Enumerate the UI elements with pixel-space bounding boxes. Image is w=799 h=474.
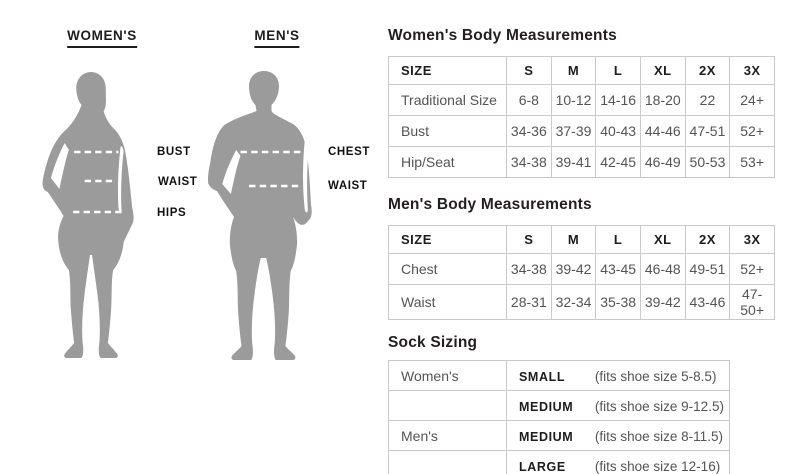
table-cell: 42-45 [596, 147, 641, 178]
table-cell: 44-46 [640, 116, 685, 147]
sock-size-label: MEDIUM [519, 429, 574, 444]
row-label: Hip/Seat [389, 147, 507, 178]
table-cell: 34-38 [507, 147, 552, 178]
sock-detail-cell [507, 361, 730, 391]
table-cell: 46-49 [640, 147, 685, 178]
sock-detail-cell [507, 421, 730, 451]
tables-panel [388, 27, 775, 474]
chest-label: CHEST [328, 146, 370, 158]
womens-measurements-table [388, 56, 775, 178]
sock-table-title: Sock Sizing [388, 334, 478, 351]
row-label: Waist [389, 285, 507, 320]
table-cell: 40-43 [596, 116, 641, 147]
table-cell: 6-8 [507, 85, 552, 116]
table-cell: 52+ [730, 254, 775, 285]
table-cell: 32-34 [551, 285, 596, 320]
female-silhouette-icon [32, 71, 150, 363]
table-cell: 50-53 [685, 147, 730, 178]
sock-detail-cell [507, 391, 730, 421]
table-cell: 34-38 [507, 254, 552, 285]
table-cell: 18-20 [640, 85, 685, 116]
sock-group-label [389, 391, 507, 421]
mens-diagram-heading: MEN'S [254, 28, 299, 48]
table-cell: 46-48 [640, 254, 685, 285]
sock-group-label: Men's [389, 421, 507, 451]
table-header-row [389, 57, 775, 85]
column-header: 3X [730, 226, 775, 254]
table-cell: 37-39 [551, 116, 596, 147]
table-cell: 43-45 [596, 254, 641, 285]
mens-table-title: Men's Body Measurements [388, 196, 592, 213]
column-header: XL [640, 57, 685, 85]
sock-size-label: MEDIUM [519, 399, 574, 414]
male-silhouette-icon [202, 70, 326, 366]
column-header: S [507, 57, 552, 85]
table-cell: 39-41 [551, 147, 596, 178]
table-row [389, 254, 775, 285]
table-cell: 14-16 [596, 85, 641, 116]
sock-fits-text: (fits shoe size 8-11.5) [594, 428, 723, 444]
table-cell: 43-46 [685, 285, 730, 320]
female-waist-label: WAIST [158, 176, 198, 188]
column-header: L [596, 226, 641, 254]
table-row [389, 391, 730, 421]
table-cell: 49-51 [685, 254, 730, 285]
table-row [389, 147, 775, 178]
row-label: Chest [389, 254, 507, 285]
row-label: Bust [389, 116, 507, 147]
table-cell: 39-42 [551, 254, 596, 285]
bust-label: BUST [157, 146, 191, 158]
sock-detail-cell [507, 451, 730, 474]
table-cell: 22 [685, 85, 730, 116]
table-cell: 34-36 [507, 116, 552, 147]
table-cell: 52+ [730, 116, 775, 147]
sock-sizing-table [388, 360, 730, 474]
column-header: S [507, 226, 552, 254]
column-header: 2X [685, 226, 730, 254]
table-row [389, 451, 730, 474]
sock-fits-text: (fits shoe size 5-8.5) [594, 368, 717, 384]
table-cell: 53+ [730, 147, 775, 178]
table-header-row [389, 226, 775, 254]
womens-table-title: Women's Body Measurements [388, 27, 617, 44]
sock-group-label: Women's [389, 361, 507, 391]
table-cell: 47-50+ [730, 285, 775, 320]
column-header: 3X [730, 57, 775, 85]
table-row [389, 116, 775, 147]
column-header: M [551, 57, 596, 85]
row-label: Traditional Size [389, 85, 507, 116]
table-row [389, 361, 730, 391]
mens-measurements-table [388, 225, 775, 320]
column-header: M [551, 226, 596, 254]
column-header: 2X [685, 57, 730, 85]
column-header: L [596, 57, 641, 85]
sock-size-label: SMALL [519, 369, 566, 384]
womens-diagram-heading: WOMEN'S [67, 28, 137, 48]
sock-fits-text: (fits shoe size 12-16) [594, 458, 721, 474]
table-cell: 24+ [730, 85, 775, 116]
male-waist-label: WAIST [328, 180, 368, 192]
table-row [389, 285, 775, 320]
table-row [389, 85, 775, 116]
table-cell: 35-38 [596, 285, 641, 320]
hips-label: HIPS [157, 207, 187, 219]
sock-group-label [389, 451, 507, 474]
column-header: SIZE [389, 57, 507, 85]
column-header: XL [640, 226, 685, 254]
table-cell: 47-51 [685, 116, 730, 147]
column-header: SIZE [389, 226, 507, 254]
table-cell: 10-12 [551, 85, 596, 116]
sock-fits-text: (fits shoe size 9-12.5) [594, 398, 724, 414]
table-cell: 39-42 [640, 285, 685, 320]
sock-size-label: LARGE [519, 459, 566, 474]
table-cell: 28-31 [507, 285, 552, 320]
table-row [389, 421, 730, 451]
